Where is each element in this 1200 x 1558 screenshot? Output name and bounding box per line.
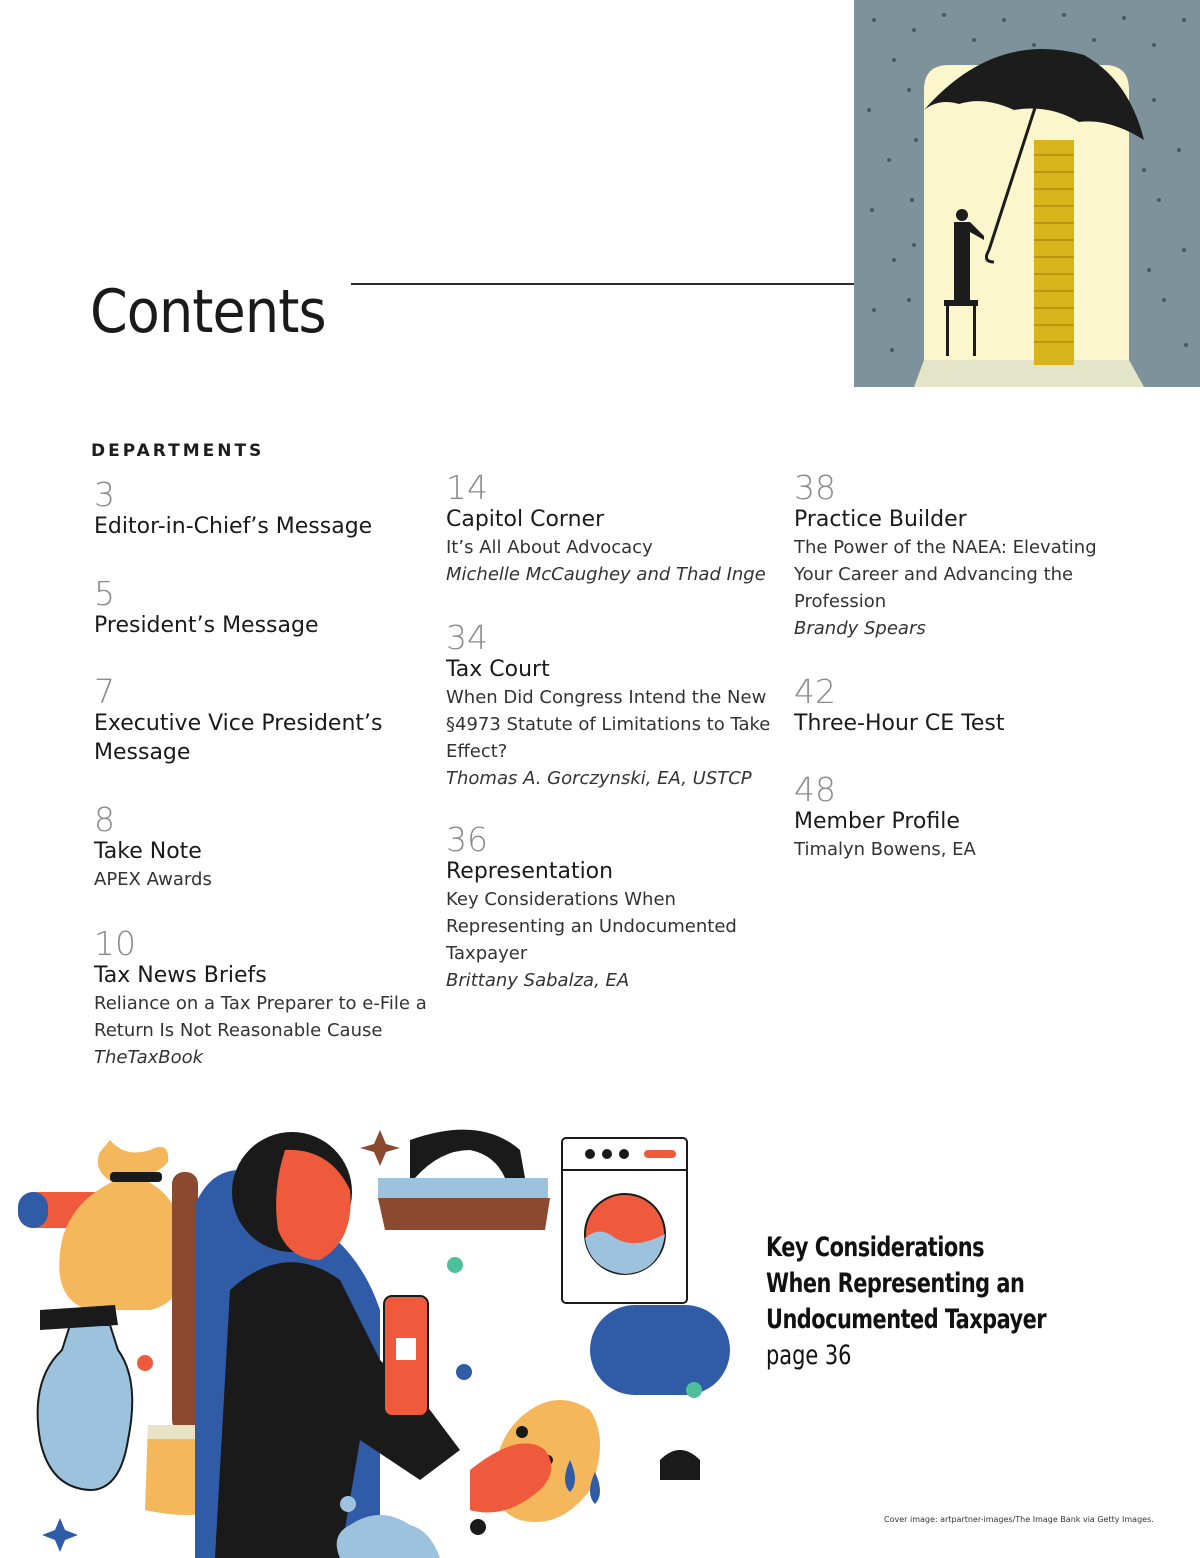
toc-entry[interactable] [794, 468, 1104, 642]
toc-entry[interactable] [446, 468, 771, 588]
page-number: 10 [94, 924, 136, 963]
entry-title: Three-Hour CE Test [794, 711, 1005, 736]
page-number: 42 [794, 672, 836, 711]
callout-heading-line1: Key Considerations [766, 1232, 985, 1263]
entry-author: Thomas A. Gorczynski, EA, USTCP [446, 768, 752, 789]
page-number: 14 [446, 468, 488, 507]
toc-entry[interactable] [94, 672, 394, 767]
entry-title: Capitol Corner [446, 507, 605, 532]
entry-title: Editor-in-Chief’s Message [94, 514, 373, 539]
toc-entry[interactable] [794, 770, 976, 863]
page-number: 38 [794, 468, 836, 507]
page-number: 8 [94, 800, 115, 839]
page-title: Contents [90, 277, 326, 348]
entry-title: Tax Court [446, 657, 550, 682]
entry-subtitle: Key Considerations When Representing an Undocumented Taxpayer [446, 889, 737, 964]
toc-entry[interactable] [446, 820, 756, 994]
title-rule [351, 283, 854, 285]
entry-title: Practice Builder [794, 507, 967, 532]
callout-page-ref: page 36 [766, 1340, 852, 1371]
entry-subtitle: It’s All About Advocacy [446, 537, 653, 558]
entry-author: Brittany Sabalza, EA [446, 970, 630, 991]
toc-entry[interactable] [94, 574, 319, 640]
page-number: 7 [94, 672, 115, 711]
entry-title: President’s Message [94, 613, 319, 638]
entry-subtitle: The Power of the NAEA: Elevating Your Career and Advancing the Profession [794, 537, 1097, 612]
page-number: 34 [446, 618, 488, 657]
entry-subtitle: Timalyn Bowens, EA [794, 839, 976, 860]
page-number: 5 [94, 574, 115, 613]
entry-title: Representation [446, 859, 614, 884]
entry-author: TheTaxBook [94, 1047, 204, 1068]
umbrella-coins-illustration [854, 0, 1200, 387]
entry-title: Tax News Briefs [94, 963, 267, 988]
entry-subtitle: When Did Congress Intend the New §4973 Statute of Limitations to Take Effect? [446, 687, 771, 762]
entry-subtitle: APEX Awards [94, 869, 212, 890]
callout-heading-line2: When Representing an [766, 1268, 1025, 1299]
entry-author: Michelle McCaughey and Thad Inge [446, 564, 766, 585]
toc-entry[interactable] [94, 475, 373, 541]
entry-title: Executive Vice President’s Message [94, 711, 383, 765]
page-number: 48 [794, 770, 836, 809]
section-label-departments: DEPARTMENTS [91, 441, 265, 461]
toc-entry[interactable] [94, 800, 212, 893]
feature-callout[interactable] [766, 1230, 1086, 1374]
page-number: 36 [446, 820, 488, 859]
image-credit: Cover image: artpartner-images/The Image Bank via Getty Images. [884, 1515, 1154, 1524]
entry-subtitle: Reliance on a Tax Preparer to e-File a Return Is Not Reasonable Cause [94, 993, 427, 1041]
page-number: 3 [94, 475, 115, 514]
entry-title: Take Note [94, 839, 202, 864]
toc-entry[interactable] [94, 924, 434, 1071]
callout-heading-line3: Undocumented Taxpayer [766, 1304, 1047, 1335]
entry-title: Member Profile [794, 809, 960, 834]
entry-author: Brandy Spears [794, 618, 926, 639]
toc-entry[interactable] [446, 618, 771, 792]
cleaning-illustration [0, 1110, 740, 1558]
toc-entry[interactable] [794, 672, 1005, 738]
